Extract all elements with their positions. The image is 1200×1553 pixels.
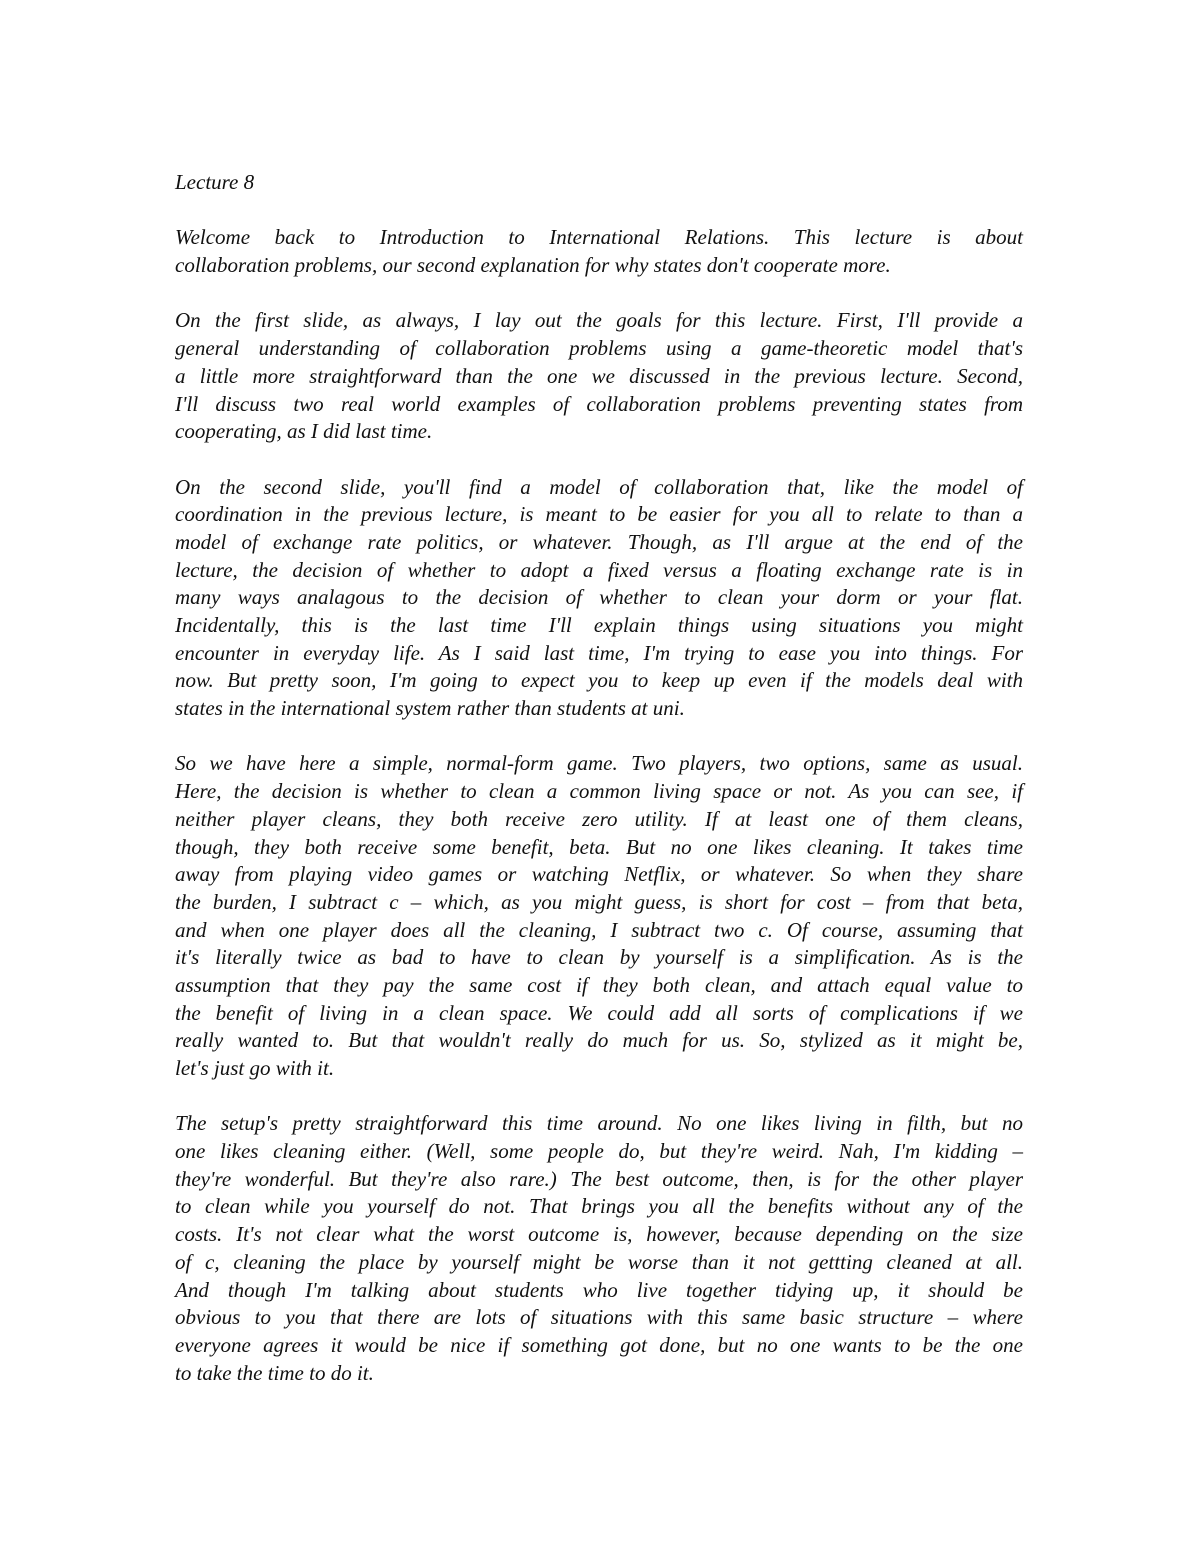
paragraph-line: Welcome back to Introduction to International Relations. This lecture is about: [175, 225, 1023, 250]
paragraph-line: So we have here a simple, normal-form game. Two players, two options, same as usual.: [175, 751, 1023, 776]
paragraph: [175, 307, 1023, 445]
paragraph-gap: [175, 1083, 1023, 1111]
paragraph-line: many ways analagous to the decision of whether to clean your dorm or your flat.: [175, 585, 1023, 610]
document-body: [175, 197, 1023, 1388]
paragraph-line: though, they both receive some benefit, beta. But no one likes cleaning. It takes time: [175, 834, 1023, 859]
paragraph-line: On the second slide, you'll find a model of collaboration that, like the model of: [175, 474, 1023, 499]
paragraph-line: Here, the decision is whether to clean a common living space or not. As you can see, if: [175, 779, 1023, 804]
paragraph: [175, 750, 1023, 1082]
paragraph: [175, 1110, 1023, 1387]
paragraph-line: it's literally twice as bad to have to clean by yourself is a simplification. As is the: [175, 945, 1023, 970]
paragraph-line: to take the time to do it.: [175, 1360, 374, 1385]
lecture-title: Lecture 8: [175, 170, 255, 194]
paragraph-line: let's just go with it.: [175, 1056, 335, 1080]
paragraph-line: really wanted to. But that wouldn't really do much for us. So, stylized as it might be,: [175, 1028, 1023, 1053]
paragraph-line: away from playing video games or watching Netflix, or whatever. So when they share: [175, 862, 1023, 887]
paragraph-line: they're wonderful. But they're also rare.) The best outcome, then, is for the other player: [175, 1166, 1023, 1191]
paragraph-gap: [175, 280, 1023, 308]
paragraph-line: obvious to you that there are lots of situations with this same basic structure – where: [175, 1305, 1023, 1330]
paragraph-line: the benefit of living in a clean space. We could add all sorts of complications if we: [175, 1000, 1023, 1025]
paragraph-line: neither player cleans, they both receive zero utility. If at least one of them cleans,: [175, 806, 1023, 831]
paragraph-line: now. But pretty soon, I'm going to expect you to keep up even if the models deal with: [175, 668, 1023, 693]
paragraph-line: one likes cleaning either. (Well, some people do, but they're weird. Nah, I'm kidding –: [175, 1139, 1023, 1164]
paragraph-gap: [175, 446, 1023, 474]
paragraph-line: and when one player does all the cleaning, I subtract two c. Of course, assuming that: [175, 917, 1023, 942]
paragraph-line: And though I'm talking about students who live together tidying up, it should be: [175, 1277, 1023, 1302]
paragraph-line: a little more straightforward than the one we discussed in the previous lecture. Second,: [175, 363, 1023, 388]
paragraph-line: Incidentally, this is the last time I'll explain things using situations you might: [175, 613, 1023, 637]
paragraph-line: collaboration problems, our second explanation for why states don't cooperate more.: [175, 253, 891, 278]
paragraph-line: to clean while you yourself do not. That brings you all the benefits without any of the: [175, 1194, 1023, 1219]
paragraph: [175, 224, 1023, 279]
paragraph-gap: [175, 723, 1023, 751]
paragraph-line: the burden, I subtract c – which, as you might guess, is short for cost – from that beta,: [175, 889, 1023, 914]
paragraph-line: costs. It's not clear what the worst outcome is, however, because depending on the size: [175, 1222, 1023, 1247]
paragraph-line: everyone agrees it would be nice if something got done, but no one wants to be the one: [175, 1332, 1023, 1357]
paragraph-line: of c, cleaning the place by yourself might be worse than it not gettting cleaned at all.: [175, 1249, 1023, 1274]
paragraph: [175, 474, 1023, 723]
document-page: [175, 169, 1023, 1387]
paragraph-gap: [175, 197, 1023, 225]
paragraph-line: states in the international system rather than students at uni.: [175, 696, 685, 721]
paragraph-line: cooperating, as I did last time.: [175, 419, 433, 444]
paragraph-line: model of exchange rate politics, or whatever. Though, as I'll argue at the end of the: [175, 529, 1023, 554]
paragraph-line: coordination in the previous lecture, is meant to be easier for you all to relate to than a: [175, 502, 1023, 527]
paragraph-line: general understanding of collaboration problems using a game-theoretic model that's: [175, 336, 1023, 361]
paragraph-line: encounter in everyday life. As I said last time, I'm trying to ease you into things. For: [175, 640, 1023, 665]
paragraph-line: On the first slide, as always, I lay out the goals for this lecture. First, I'll provide a: [175, 308, 1023, 333]
paragraph-line: lecture, the decision of whether to adopt a fixed versus a floating exchange rate is in: [175, 557, 1023, 582]
paragraph-line: The setup's pretty straightforward this time around. No one likes living in filth, but no: [175, 1111, 1023, 1136]
paragraph-line: I'll discuss two real world examples of collaboration problems preventing states from: [175, 391, 1023, 416]
paragraph-line: assumption that they pay the same cost if they both clean, and attach equal value to: [175, 972, 1023, 997]
